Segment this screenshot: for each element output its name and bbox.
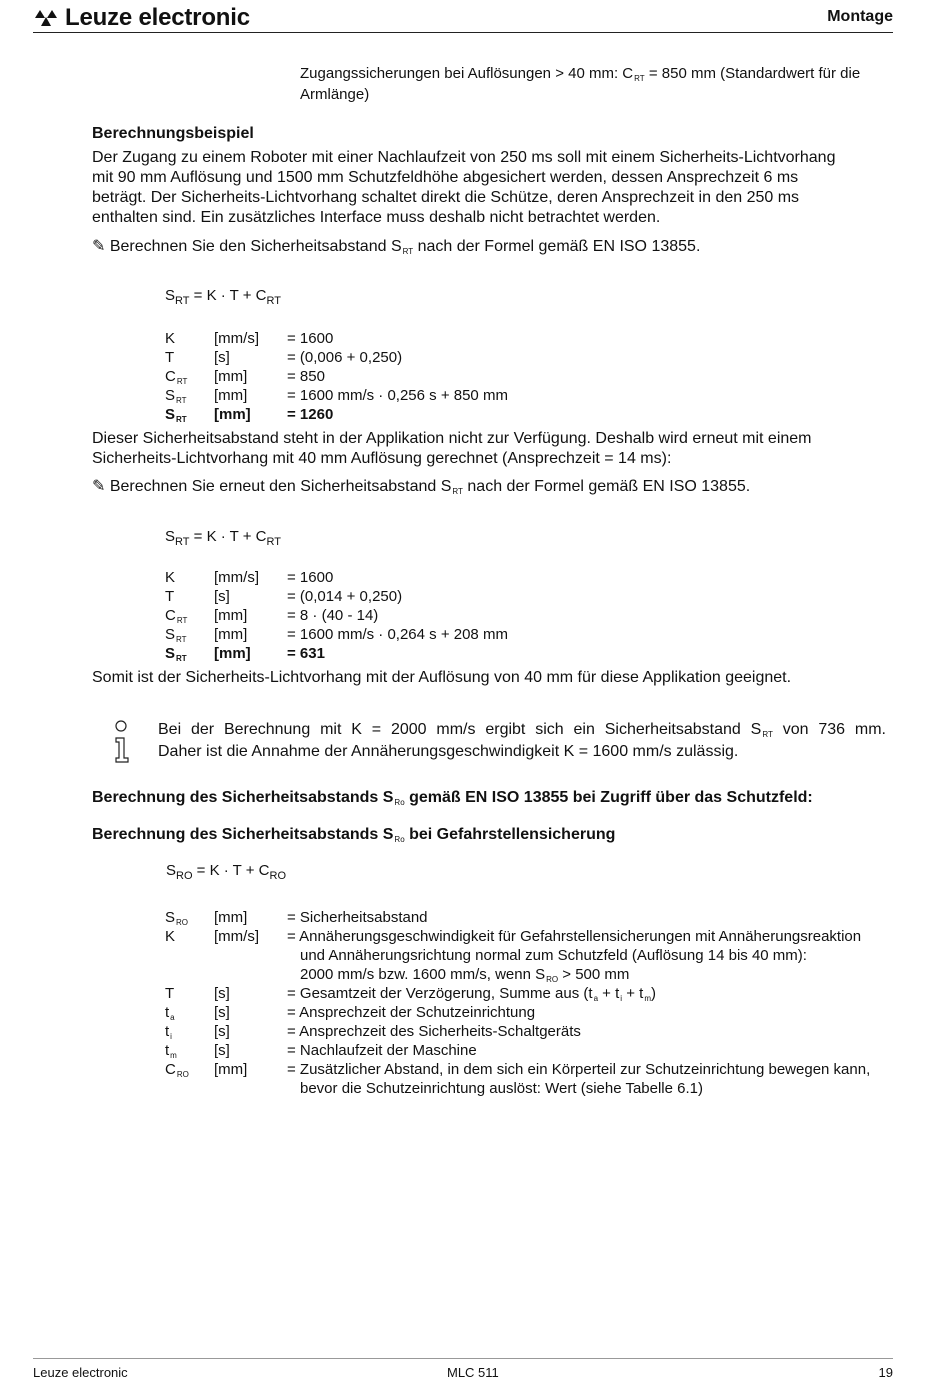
calc-row: $C_{RT}$ [mm] = 850 xyxy=(165,368,325,386)
calc-row: T [s] = (0,014 + 0,250) xyxy=(165,588,403,605)
formula-srt-1: $S_{RT} = K \cdot T + C_{RT}$ xyxy=(165,287,281,307)
calc-row: $S_{RT}$ [mm] = 1600 mm/s · 0,264 s + 208 mm xyxy=(165,626,508,644)
info-text: Bei der Berechnung mit K = 2000 mm/s ergibt sich ein Sicherheitsabstand SRT von 736 mm. Daher ist die Annahme der Annäherungsgeschwindigkeit K = 1600 mm/s zulässig. xyxy=(158,721,886,760)
intro-note: Zugangssicherungen bei Auflösungen > 40 mm: $C_{RT} = 850$ mm (Standardwert für die Armlänge) xyxy=(300,65,861,103)
definition-row: $C_{RO}$ [mm] = Zusätzlicher Abstand, in dem sich ein Körperteil zur Schutzeinrichtung bewegen kann, xyxy=(165,1061,871,1079)
footer-brand: Leuze electronic xyxy=(33,1365,128,1380)
section-title: Montage xyxy=(827,8,893,25)
footer-product: MLC 511 xyxy=(447,1365,499,1380)
definition-continuation: bevor die Schutzeinrichtung auslöst: Wert (siehe Tabelle 6.1) xyxy=(300,1080,704,1097)
calc-result-row: $S_{RT}$ [mm] = 631 xyxy=(165,645,325,663)
definition-row: $t_i$ [s] = Ansprechzeit des Sicherheits-Schaltgeräts xyxy=(165,1023,581,1041)
brand-name: Leuze electronic xyxy=(65,4,250,31)
result-note: Dieser Sicherheitsabstand steht in der Applikation nicht zur Verfügung. Deshalb wird erneut mit einem Sicherheits-Lichtvorhang mit 40 mm Auflösung gerechnet (Ansprechzeit = 14 ms): xyxy=(92,430,812,467)
step-instruction-2: ✎ Berechnen Sie erneut den Sicherheitsabstand SRT nach der Formel gemäß EN ISO 13855. xyxy=(92,478,751,496)
definition-continuation: und Annäherungsrichtung normal zum Schutzfeld (Auflösung 14 bis 40 mm): xyxy=(300,947,807,964)
leuze-logo-icon xyxy=(33,8,59,28)
definition-row: $S_{RO}$ [mm] = Sicherheitsabstand xyxy=(165,909,428,927)
conclusion: Somit ist der Sicherheits-Lichtvorhang mit der Auflösung von 40 mm für diese Applikation geeignet. xyxy=(92,669,792,686)
definition-row: K [mm/s] = Annäherungsgeschwindigkeit für Gefahrstellensicherungen mit Annäherungsreaktion xyxy=(165,928,862,945)
example-paragraph: Der Zugang zu einem Roboter mit einer Nachlaufzeit von 250 ms soll mit einem Sicherheits-Lichtvorhang mit 90 mm Auflösung und 1500 mm Schutzfeldhöhe abgesichert werden, dessen Ansprechzeit 6 ms beträgt. Der Sicherheits-Lichtvorhang schaltet direkt die Schütze, deren Ansprechzeit in den 250 ms enthalten sind. Ein zusätzliches Interface muss deshalb nicht betrachtet werden. xyxy=(92,149,836,226)
calc-row: $C_{RT}$ [mm] = 8 · (40 - 14) xyxy=(165,607,379,625)
page-number: 19 xyxy=(878,1365,893,1380)
header-divider xyxy=(33,32,893,33)
calc-row: T [s] = (0,006 + 0,250) xyxy=(165,349,403,366)
formula-srt-2: $S_{RT} = K \cdot T + C_{RT}$ xyxy=(165,528,281,548)
action-arrow-icon: ✎ xyxy=(92,478,106,495)
definitions-table xyxy=(165,908,895,1098)
section-heading-access: Berechnung des Sicherheitsabstands SRo gemäß EN ISO 13855 bei Zugriff über das Schutzfeld: xyxy=(92,789,813,807)
info-icon xyxy=(110,720,134,769)
definition-row: $t_m$ [s] = Nachlaufzeit der Maschine xyxy=(165,1042,477,1060)
calc-table-1 xyxy=(165,329,765,424)
example-heading: Berechnungsbeispiel xyxy=(92,125,254,142)
action-arrow-icon: ✎ xyxy=(92,238,106,255)
footer-divider xyxy=(33,1358,893,1359)
calc-result-row: $S_{RT}$ [mm] = 1260 xyxy=(165,406,334,424)
calc-table-2 xyxy=(165,568,765,663)
brand-logo xyxy=(33,4,250,32)
section-heading-hazard: Berechnung des Sicherheitsabstands SRo bei Gefahrstellensicherung xyxy=(92,826,616,844)
definition-continuation: 2000 mm/s bzw. 1600 mm/s, wenn $S_{RO} > 500$ mm xyxy=(300,966,630,984)
formula-sro: $S_{RO} = K \cdot T + C_{RO}$ xyxy=(166,862,286,882)
calc-row: $S_{RT}$ [mm] = 1600 mm/s · 0,256 s + 850 mm xyxy=(165,387,508,405)
definition-row: T [s] = Gesamtzeit der Verzögerung, Summe aus $(t_a + t_i + t_m)$ xyxy=(165,985,656,1003)
calc-row: K [mm/s] = 1600 xyxy=(165,330,334,347)
calc-row: K [mm/s] = 1600 xyxy=(165,569,334,586)
definition-row: $t_a$ [s] = Ansprechzeit der Schutzeinrichtung xyxy=(165,1004,536,1022)
step-instruction-1: ✎ Berechnen Sie den Sicherheitsabstand SRT nach der Formel gemäß EN ISO 13855. xyxy=(92,238,701,256)
